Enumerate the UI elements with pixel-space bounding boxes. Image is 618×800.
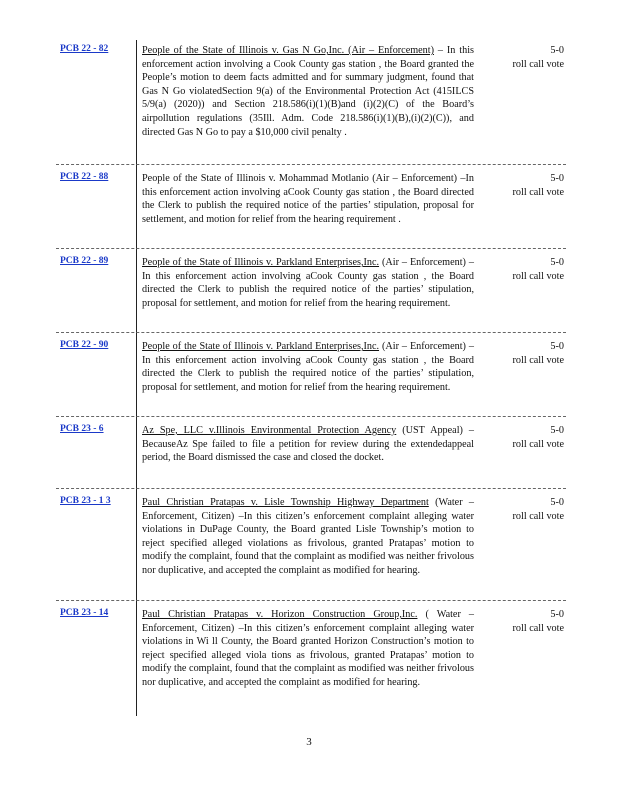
- case-caption: People of the State of Illinois v. Gas N Go,Inc. (Air – Enforcement): [142, 45, 434, 56]
- case-caption: Paul Christian Pratapas v. Horizon Construction Group,Inc.: [142, 609, 418, 620]
- vote-type: roll call vote: [512, 186, 564, 198]
- entry-description: [142, 340, 474, 394]
- vote-block: [502, 256, 564, 283]
- entry-description: [142, 44, 474, 139]
- agenda-entry: [56, 420, 568, 486]
- case-caption: People of the State of Illinois v. Parkland Enterprises,Inc.: [142, 257, 380, 268]
- vote-type: roll call vote: [512, 270, 564, 282]
- vote-block: [502, 340, 564, 367]
- entry-divider: [56, 416, 566, 417]
- vote-type: roll call vote: [512, 354, 564, 366]
- case-number-link[interactable]: PCB 22 - 82: [60, 44, 109, 54]
- case-summary: (Air – Enforcement) –In this enforcement action involving aCook County gas station , the Board directed the Clerk to publish the required notice of the parties’ stipulation, proposal for settlement, and motion for relief from the hearing requirement.: [142, 341, 474, 393]
- vote-count: 5-0: [550, 341, 564, 352]
- page-number: 3: [306, 736, 312, 748]
- case-caption: People of the State of Illinois v. Parkland Enterprises,Inc.: [142, 341, 380, 352]
- case-summary: – In this enforcement action involving a Cook County gas station , the Board granted the People’s motion to deem facts admitted and for summary judgment, found that Gas N Go violatedSection 9(a) of the Environmental Protection Act (415ILCS 5/9(a) (2020)) and Section 218.586(i)(1)(B)and (i)(2)(C) of the Board’s airpollution regulations (35Ill. Adm. Code 218.586(i)(1)(B),(i)(2)(C)), and directed Gas N Go to pay a $10,000 civil penalty .: [142, 45, 474, 138]
- agenda-entry: [56, 168, 568, 246]
- case-caption: Az Spe, LLC v.Illinois Environmental Protection Agency: [142, 425, 397, 436]
- agenda-entry: [56, 336, 568, 414]
- entry-divider: [56, 600, 566, 601]
- vote-block: [502, 496, 564, 523]
- vote-count: 5-0: [550, 257, 564, 268]
- agenda-entry: [56, 492, 568, 598]
- case-number-link[interactable]: PCB 23 - 14: [60, 608, 109, 618]
- case-summary: (Water –Enforcement, Citizen) –In this citizen’s enforcement complaint alleging water violations in DuPage County, the Board granted Lisle Township’s motion to reject specified alleged violations as frivolous, granted Pratapas’ motion to modify the complaint, found that the complaint as modified was neither frivolous nor duplicative, and accepted the complaint as modified for hearing.: [142, 497, 474, 576]
- case-number-link[interactable]: PCB 23 - 6: [60, 424, 104, 434]
- vote-count: 5-0: [550, 497, 564, 508]
- case-number-link[interactable]: PCB 22 - 88: [60, 172, 109, 182]
- entry-description: [142, 424, 474, 465]
- agenda-entry: [56, 40, 568, 160]
- vote-count: 5-0: [550, 425, 564, 436]
- agenda-entry: [56, 252, 568, 330]
- vote-block: [502, 172, 564, 199]
- case-summary: People of the State of Illinois v. Mohammad Motlanio (Air – Enforcement) –In this enforcement action involving aCook County gas station , the Board directed the Clerk to publish the required notice of the parties’ stipulation, proposal for settlement, and motion for relief from the hearing requirement .: [142, 173, 474, 225]
- entry-description: [142, 256, 474, 310]
- entry-description: [142, 608, 474, 690]
- entry-description: [142, 496, 474, 578]
- entry-divider: [56, 332, 566, 333]
- entry-divider: [56, 488, 566, 489]
- vote-block: [502, 44, 564, 71]
- vote-count: 5-0: [550, 173, 564, 184]
- entry-divider: [56, 164, 566, 165]
- vote-block: [502, 424, 564, 451]
- vote-type: roll call vote: [512, 58, 564, 70]
- entry-description: [142, 172, 474, 226]
- vote-type: roll call vote: [512, 622, 564, 634]
- case-summary: ( Water – Enforcement, Citizen) –In this citizen’s enforcement complaint alleging water violations in Wi ll County, the Board granted Horizon Construction’s motion to reject specified alleged viola tions as frivolous, granted Pratapas’ motion to modify the complaint, found that the complaint as modified was neither frivolous nor duplicative, and accepted the complaint as modified for hearing.: [142, 609, 474, 688]
- vote-count: 5-0: [550, 45, 564, 56]
- case-summary: (Air – Enforcement) –In this enforcement action involving aCook County gas station , the Board directed the Clerk to publish the required notice of the parties’ stipulation, proposal for settlement, and motion for relief from the hearing requirement.: [142, 257, 474, 309]
- case-number-link[interactable]: PCB 23 - 1 3: [60, 496, 111, 506]
- vote-count: 5-0: [550, 609, 564, 620]
- vote-block: [502, 608, 564, 635]
- vote-type: roll call vote: [512, 438, 564, 450]
- case-caption: Paul Christian Pratapas v. Lisle Township Highway Department: [142, 497, 429, 508]
- case-number-link[interactable]: PCB 22 - 89: [60, 256, 109, 266]
- agenda-entry: [56, 604, 568, 714]
- vote-type: roll call vote: [512, 510, 564, 522]
- case-summary: (UST Appeal) –BecauseAz Spe failed to file a petition for review during the extendedappeal period, the Board dismissed the case and closed the docket.: [142, 425, 474, 464]
- entry-divider: [56, 248, 566, 249]
- case-number-link[interactable]: PCB 22 - 90: [60, 340, 109, 350]
